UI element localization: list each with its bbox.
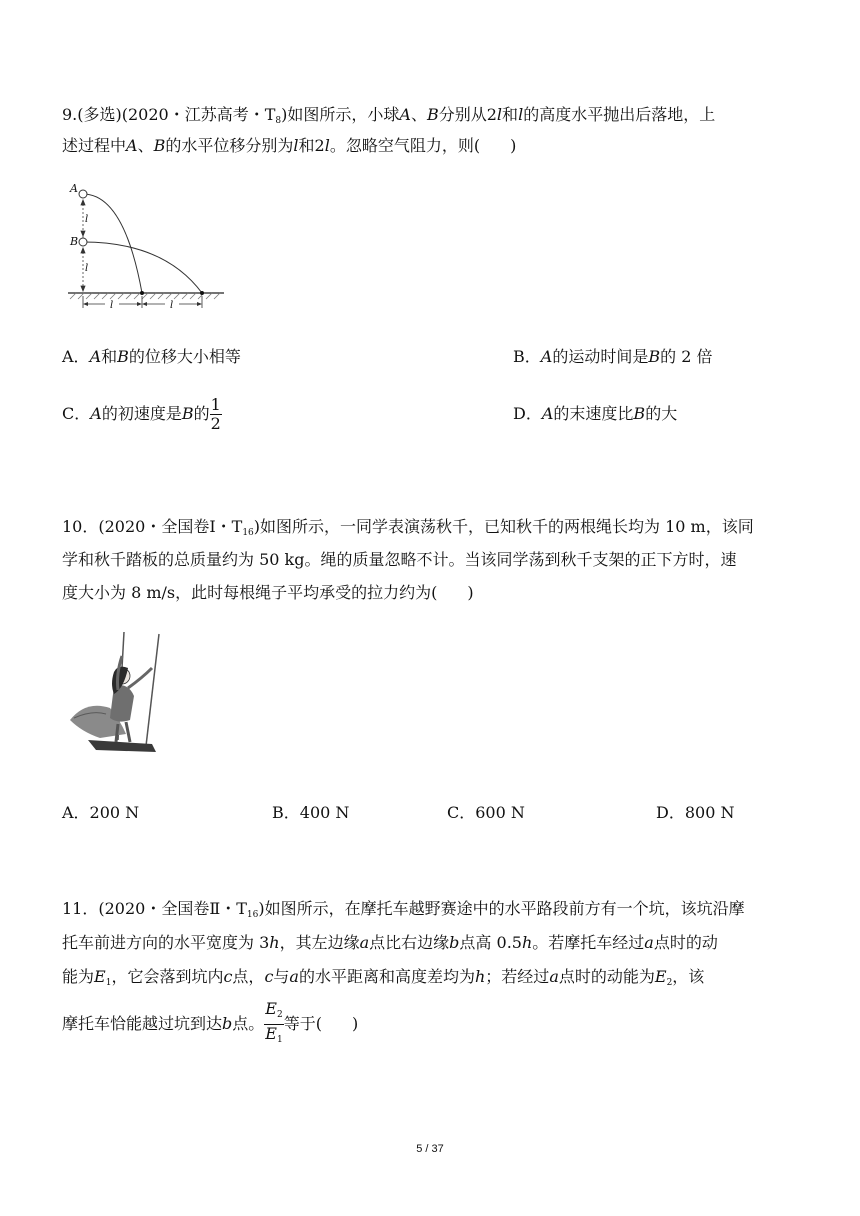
label-l-lower: l (85, 263, 89, 274)
label-b: B (70, 235, 79, 248)
fraction-e2-over-e1: $\frac{E_2}{E_1}$ (265, 999, 283, 1045)
q9-line-1: 9.(多选)(2020・江苏高考・$T_8$)如图所示，小球A、B分别从2l和l的高度水平抛出后落地，上 (62, 105, 716, 126)
label-a: A (70, 182, 78, 195)
q10-option-c: C．600 N (447, 803, 525, 822)
q10-line-1: 10．(2020・全国卷Ⅰ・$T_{16}$)如图所示，一同学表演荡秋千，已知秋千的两根绳长均为 10 m，该同 (62, 517, 754, 538)
q10-option-b: B．400 N (272, 803, 350, 822)
q9-option-d: D．A的末速度比B的大 (513, 404, 678, 423)
q11-line-4: 摩托车恰能越过坑到达b点。 $\frac{E_2}{E_1}$ 等于( ) (62, 1000, 358, 1049)
q9-option-b: B．A的运动时间是B的 2 倍 (513, 347, 713, 366)
label-l-right: l (170, 300, 174, 311)
q10-option-d: D．800 N (656, 803, 735, 822)
q10-option-a: A．200 N (62, 803, 140, 822)
q11-line-2: 托车前进方向的水平宽度为 3h，其左边缘a点比右边缘b点高 0.5h。若摩托车经过a点时的动 (62, 933, 718, 952)
ball-a (79, 190, 87, 198)
q10-line-3: 度大小为 8 m/s，此时每根绳子平均承受的拉力约为( ) (62, 583, 474, 602)
label-l-left: l (110, 300, 114, 311)
fraction-one-half: $\frac{1}{2}$ (210, 395, 221, 433)
ball-b (79, 238, 87, 246)
q9-option-a: A．A和B的位移大小相等 (62, 347, 241, 366)
page-number: 5 / 37 (416, 1143, 444, 1155)
label-l-upper: l (85, 214, 89, 225)
q9-line-2: 述过程中A、B的水平位移分别为l和2l。忽略空气阻力，则( ) (62, 136, 517, 155)
q9-option-c: C．A的初速度是B的 $\frac{1}{2}$ (62, 395, 221, 433)
projectile-figure (62, 180, 232, 340)
q11-line-3: 能为$E_1$，它会落到坑内c点，c与a的水平距离和高度差均为h；若经过a点时的动能为$E_2$，该 (62, 967, 705, 988)
q10-line-2: 学和秋千踏板的总质量约为 50 kg。绳的质量忽略不计。当该同学荡到秋千支架的正下方时，速 (62, 550, 737, 569)
swing-figure (66, 628, 176, 766)
q11-line-1: 11．(2020・全国卷Ⅱ・$T_{16}$)如图所示，在摩托车越野赛途中的水平路段前方有一个坑，该坑沿摩 (62, 899, 745, 920)
